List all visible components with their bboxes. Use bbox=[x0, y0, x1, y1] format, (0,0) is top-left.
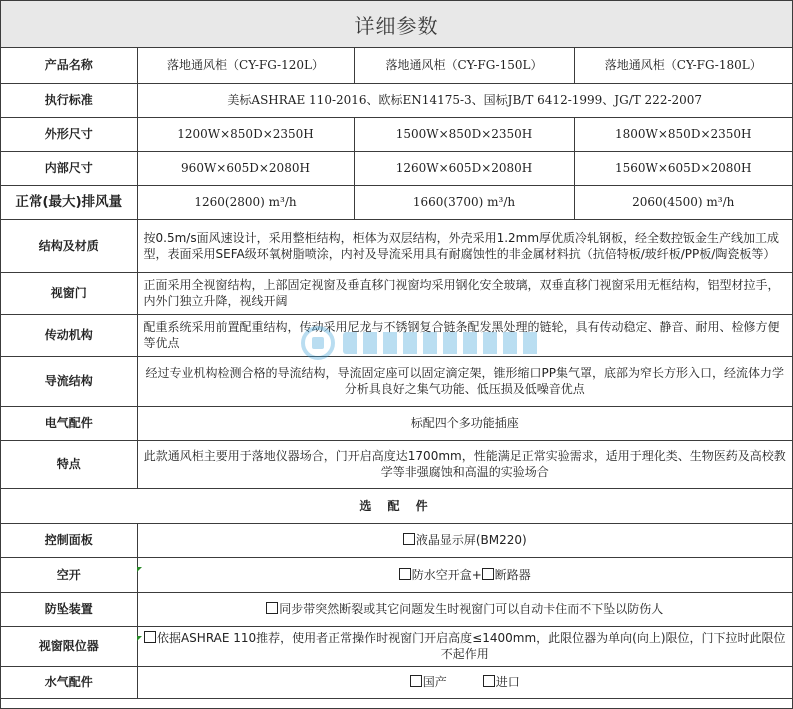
row-airflow bbox=[1, 185, 792, 219]
control-panel-value bbox=[137, 523, 792, 557]
feature-label: 特点 bbox=[1, 440, 137, 488]
checkbox-icon bbox=[144, 631, 156, 643]
window-value: 正面采用全视窗结构，上部固定视窗及垂直移门视窗均采用钢化安全玻璃，双垂直移门视窗采用无框结构，铝型材拉手，内外门独立升降，视线开阔 bbox=[137, 272, 792, 314]
spec-table bbox=[1, 48, 792, 699]
product-model-2: 落地通风柜（CY-FG-150L） bbox=[354, 48, 574, 83]
fall-protection-label: 防坠装置 bbox=[1, 592, 137, 626]
fall-protection-value bbox=[137, 592, 792, 626]
row-water-gas bbox=[1, 666, 792, 698]
switch-label: 空开 bbox=[1, 557, 137, 592]
row-control-panel bbox=[1, 523, 792, 557]
row-standard bbox=[1, 83, 792, 117]
limiter-label: 视窗限位器 bbox=[1, 626, 137, 666]
checkbox-icon bbox=[266, 602, 278, 614]
electric-label: 电气配件 bbox=[1, 406, 137, 440]
airflow-2: 1660(3700) m³/h bbox=[354, 185, 574, 219]
drive-value: 配重系统采用前置配重结构，传动采用尼龙与不锈钢复合链条配发黑处理的链轮，具有传动稳定、静音、耐用、检修方便等优点 bbox=[137, 314, 792, 356]
switch-text-a: 防水空开盒+ bbox=[411, 567, 482, 582]
water-gas-text-b: 进口 bbox=[495, 675, 520, 689]
water-gas-text-a: 国产 bbox=[422, 675, 447, 689]
structure-value: 按0.5m/s面风速设计，采用整柜结构，柜体为双层结构，外壳采用1.2mm厚优质冷轧钢板，经全数控钣金生产线加工成型，表面采用SEFA级环氧树脂喷涂，内衬及导流采用具有耐腐蚀性的非金属材料抗（抗倍特板/玻纤板/PP板/陶瓷板等） bbox=[137, 219, 792, 272]
row-limiter bbox=[1, 626, 792, 666]
control-panel-text: 液晶显示屏(BM220) bbox=[415, 533, 527, 547]
feature-value: 此款通风柜主要用于落地仪器场合，门开启高度达1700mm，性能满足正常实验需求，适用于理化类、生物医药及高校教学等非强腐蚀和高温的实验场合 bbox=[137, 440, 792, 488]
structure-label: 结构及材质 bbox=[1, 219, 137, 272]
outer-size-3: 1800W×850D×2350H bbox=[574, 117, 792, 151]
product-model-1: 落地通风柜（CY-FG-120L） bbox=[137, 48, 354, 83]
row-inner-size bbox=[1, 151, 792, 185]
row-electric bbox=[1, 406, 792, 440]
control-panel-label: 控制面板 bbox=[1, 523, 137, 557]
corner-marker-icon bbox=[137, 567, 142, 572]
water-gas-value bbox=[137, 666, 792, 698]
row-structure bbox=[1, 219, 792, 272]
baffle-value: 经过专业机构检测合格的导流结构，导流固定座可以固定滴定架，锥形缩口PP集气罩，底部为窄长方形入口，经流体力学分析具良好之集气功能、低压损及低噪音优点 bbox=[137, 356, 792, 406]
checkbox-icon bbox=[483, 675, 495, 687]
row-product bbox=[1, 48, 792, 83]
inner-size-2: 1260W×605D×2080H bbox=[354, 151, 574, 185]
row-drive bbox=[1, 314, 792, 356]
outer-size-label: 外形尺寸 bbox=[1, 117, 137, 151]
product-model-3: 落地通风柜（CY-FG-180L） bbox=[574, 48, 792, 83]
row-baffle bbox=[1, 356, 792, 406]
airflow-1: 1260(2800) m³/h bbox=[137, 185, 354, 219]
baffle-label: 导流结构 bbox=[1, 356, 137, 406]
page-title: 详细参数 bbox=[1, 1, 792, 48]
corner-marker-icon bbox=[137, 636, 142, 641]
row-feature bbox=[1, 440, 792, 488]
outer-size-1: 1200W×850D×2350H bbox=[137, 117, 354, 151]
checkbox-icon bbox=[399, 568, 411, 580]
limiter-text: 依据ASHRAE 110推荐，使用者正常操作时视窗门开启高度≤1400mm，此限位器为单向(向上)限位，门下拉时此限位不起作用 bbox=[156, 631, 786, 661]
row-fall-protection bbox=[1, 592, 792, 626]
row-outer-size bbox=[1, 117, 792, 151]
product-label: 产品名称 bbox=[1, 48, 137, 83]
inner-size-3: 1560W×605D×2080H bbox=[574, 151, 792, 185]
checkbox-icon bbox=[410, 675, 422, 687]
electric-value: 标配四个多功能插座 bbox=[137, 406, 792, 440]
window-label: 视窗门 bbox=[1, 272, 137, 314]
row-switch bbox=[1, 557, 792, 592]
airflow-label: 正常(最大)排风量 bbox=[1, 185, 137, 219]
switch-text-b: 断路器 bbox=[494, 567, 531, 582]
row-window bbox=[1, 272, 792, 314]
limiter-value bbox=[137, 626, 792, 666]
fall-protection-text: 同步带突然断裂或其它问题发生时视窗门可以自动卡住而不下坠以防伤人 bbox=[279, 602, 664, 616]
water-gas-label: 水气配件 bbox=[1, 666, 137, 698]
standard-value: 美标ASHRAE 110-2016、欧标EN14175-3、国标JB/T 6412-1999、JG/T 222-2007 bbox=[137, 83, 792, 117]
row-options-header bbox=[1, 488, 792, 523]
drive-label: 传动机构 bbox=[1, 314, 137, 356]
checkbox-icon bbox=[403, 533, 415, 545]
standard-label: 执行标准 bbox=[1, 83, 137, 117]
checkbox-icon bbox=[482, 568, 494, 580]
inner-size-label: 内部尺寸 bbox=[1, 151, 137, 185]
options-section-title: 选 配 件 bbox=[1, 488, 792, 523]
outer-size-2: 1500W×850D×2350H bbox=[354, 117, 574, 151]
inner-size-1: 960W×605D×2080H bbox=[137, 151, 354, 185]
airflow-3: 2060(4500) m³/h bbox=[574, 185, 792, 219]
switch-value bbox=[137, 557, 792, 592]
